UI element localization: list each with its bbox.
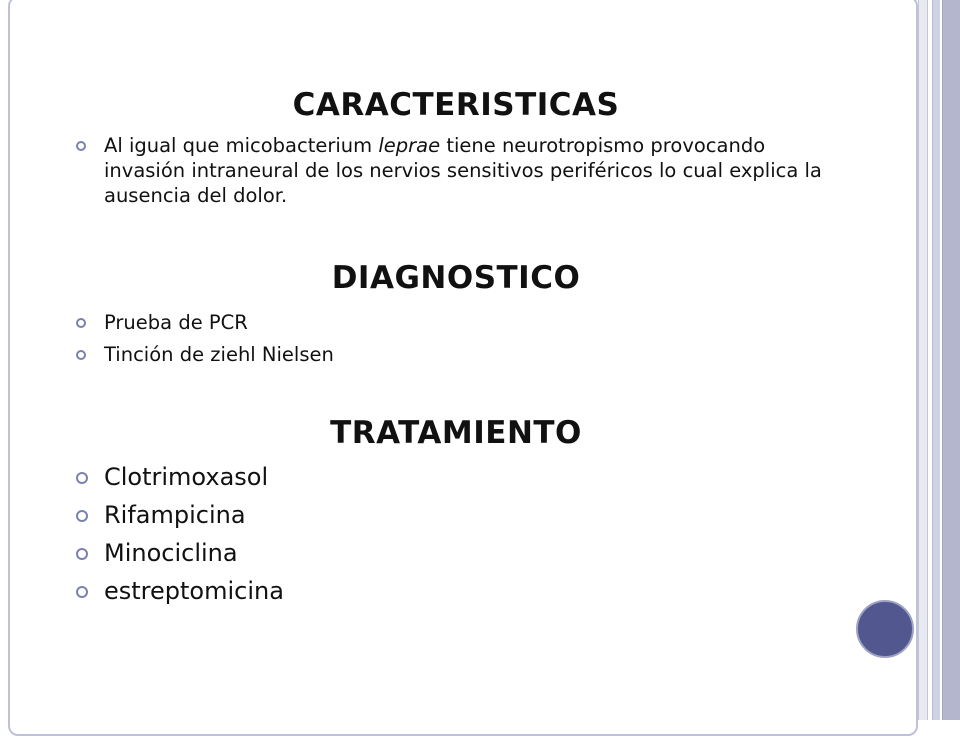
bullet-icon [76, 318, 86, 328]
item-text: Clotrimoxasol [104, 463, 269, 491]
list-item [72, 576, 284, 614]
bullet-icon [76, 586, 88, 598]
list-item [72, 500, 284, 538]
heading-caracteristicas: CARACTERISTICAS [292, 87, 620, 123]
item-text: Prueba de PCR [104, 311, 248, 334]
bullet-icon [76, 141, 86, 151]
bullet-icon [76, 510, 88, 522]
list-item [72, 342, 334, 374]
decorative-side-bars [918, 0, 960, 720]
side-bar-light [918, 0, 928, 720]
list-item [72, 310, 334, 342]
heading-tratamiento: TRATAMIENTO [330, 415, 582, 451]
item-text: Rifampicina [104, 501, 246, 529]
item-text: Tinción de ziehl Nielsen [104, 343, 334, 366]
bullet-icon [76, 350, 86, 360]
list-item [72, 133, 852, 208]
side-bar-dark [942, 0, 960, 720]
diagnostico-list [72, 310, 334, 374]
list-item [72, 538, 284, 576]
item-text: tiene neurotropismo provocando invasión intraneural de los nervios sensitivos periféricos lo cual explica la ausencia del dolor. [104, 134, 822, 207]
circle-decoration-icon [856, 600, 914, 658]
list-item [72, 462, 284, 500]
tratamiento-list [72, 462, 284, 614]
caracteristicas-list [72, 133, 852, 208]
item-text: estreptomicina [104, 577, 284, 605]
item-text: Minociclina [104, 539, 238, 567]
side-bar-medium [932, 0, 940, 720]
heading-diagnostico: DIAGNOSTICO [331, 260, 581, 296]
bullet-icon [76, 548, 88, 560]
item-text-italic: leprae [378, 134, 441, 157]
bullet-icon [76, 472, 88, 484]
item-text: Al igual que micobacterium [104, 134, 379, 157]
